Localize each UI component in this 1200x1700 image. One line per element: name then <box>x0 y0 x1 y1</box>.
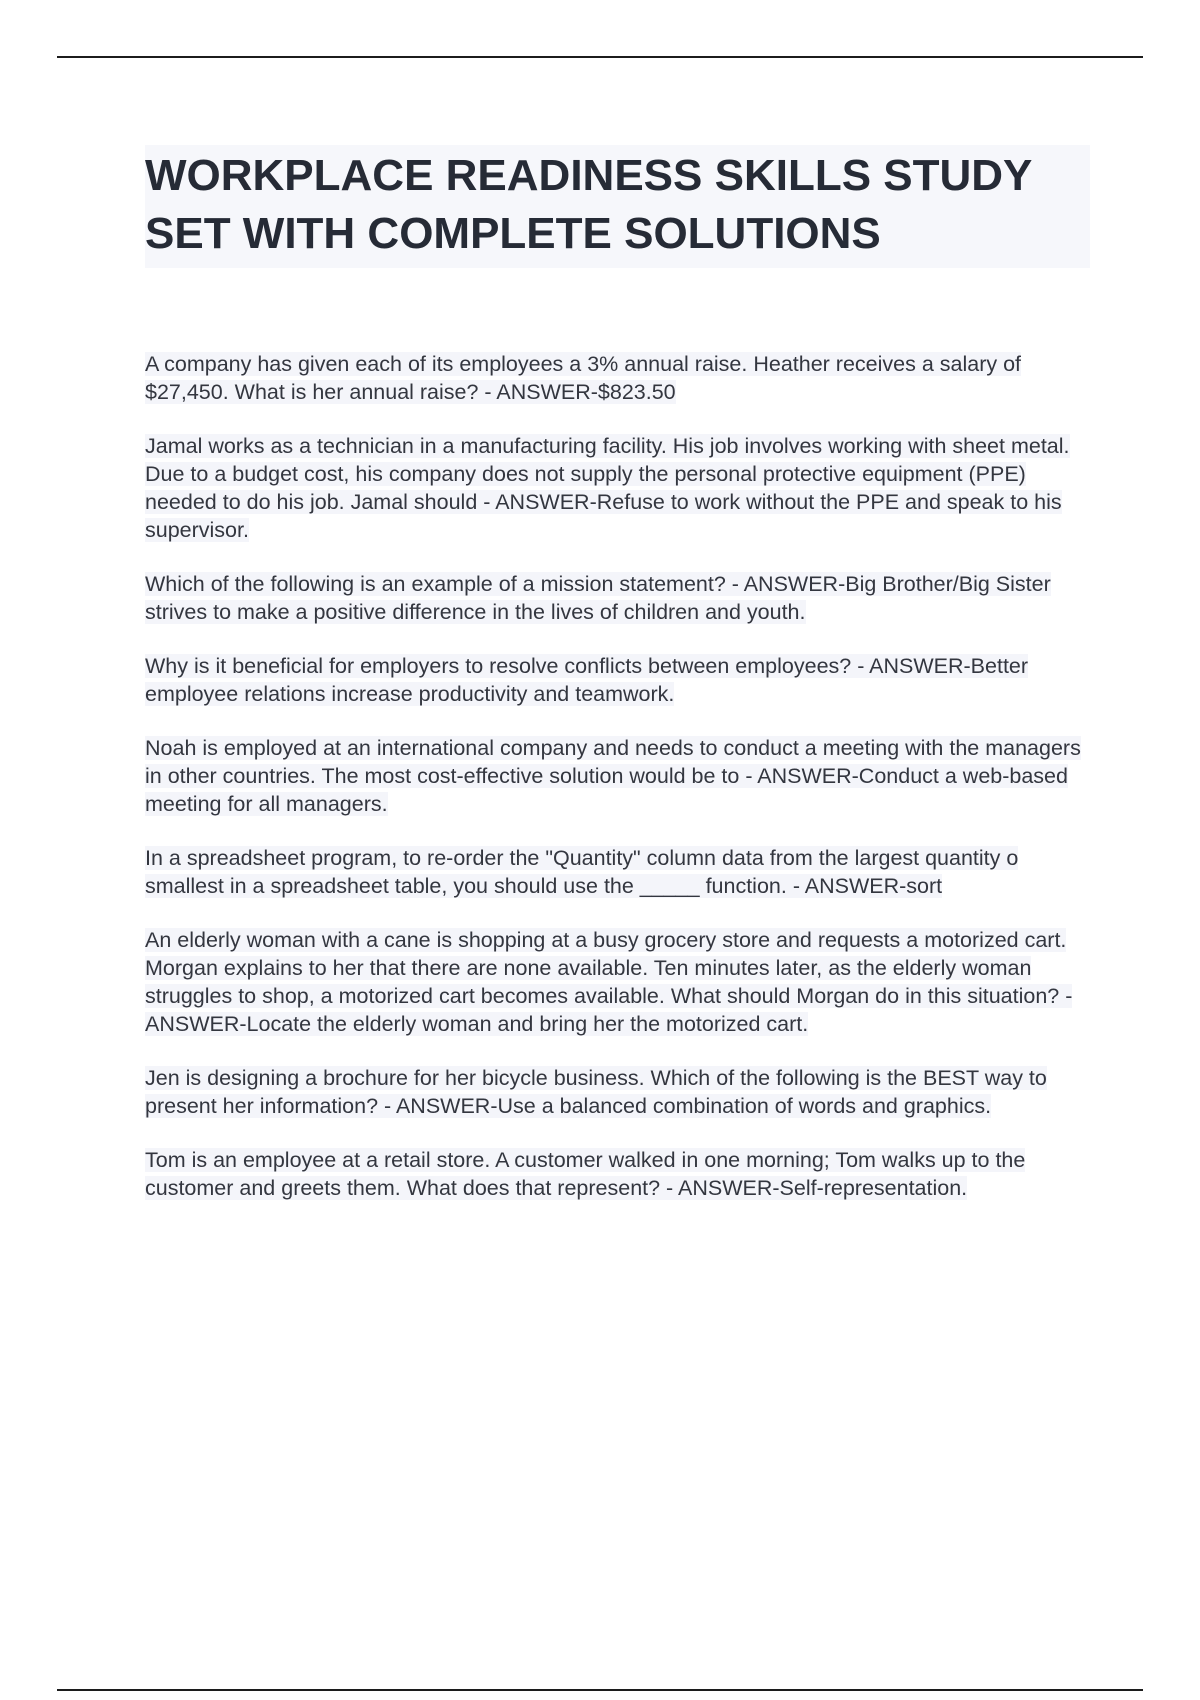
qa-item <box>145 1146 1090 1202</box>
title-block <box>145 145 1090 268</box>
qa-item <box>145 432 1090 544</box>
qa-list <box>145 350 1090 1202</box>
qa-item <box>145 1064 1090 1120</box>
qa-text: Jen is designing a brochure for her bicycle business. Which of the following is the BEST way to present her information? - ANSWER-Use a balanced combination of words and graphics. <box>145 1066 1047 1118</box>
qa-text: Which of the following is an example of a mission statement? - ANSWER-Big Brother/Big Sister strives to make a positive difference in the lives of children and youth. <box>145 572 1051 624</box>
qa-item <box>145 734 1090 818</box>
qa-text: A company has given each of its employees a 3% annual raise. Heather receives a salary of $27,450. What is her annual raise? - ANSWER-$823.50 <box>145 352 1022 404</box>
qa-text: Noah is employed at an international company and needs to conduct a meeting with the managers in other countries. The most cost-effective solution would be to - ANSWER-Conduct a web-based meeting for all managers. <box>145 736 1081 816</box>
footer-rule <box>57 1689 1143 1691</box>
qa-text: Why is it beneficial for employers to resolve conflicts between employees? - ANSWER-Better employee relations increase productivity and teamwork. <box>145 654 1029 706</box>
header-rule <box>57 56 1143 58</box>
qa-text: Jamal works as a technician in a manufacturing facility. His job involves working with sheet metal. Due to a budget cost, his company does not supply the personal protective equipment (PPE) needed to do his job. Jamal should - ANSWER-Refuse to work without the PPE and speak to his supervisor. <box>145 434 1070 542</box>
qa-text: An elderly woman with a cane is shopping at a busy grocery store and requests a motorized cart. Morgan explains to her that there are none available. Ten minutes later, as the elderly woman struggles to shop, a motorized cart becomes available. What should Morgan do in this situation? - ANSWER-Locate the elderly woman and bring her the motorized cart. <box>145 928 1073 1036</box>
qa-item <box>145 652 1090 708</box>
qa-item <box>145 350 1090 406</box>
qa-text: In a spreadsheet program, to re-order the "Quantity" column data from the largest quantity o smallest in a spreadsheet table, you should use the _____ function. - ANSWER-sort <box>145 846 1019 898</box>
qa-text: Tom is an employee at a retail store. A customer walked in one morning; Tom walks up to the customer and greets them. What does that represent? - ANSWER-Self-representation. <box>145 1148 1026 1200</box>
qa-item <box>145 570 1090 626</box>
document-body <box>145 145 1090 1228</box>
page-title: WORKPLACE READINESS SKILLS STUDY SET WITH COMPLETE SOLUTIONS <box>145 151 1032 258</box>
qa-item <box>145 926 1090 1038</box>
qa-item <box>145 844 1090 900</box>
